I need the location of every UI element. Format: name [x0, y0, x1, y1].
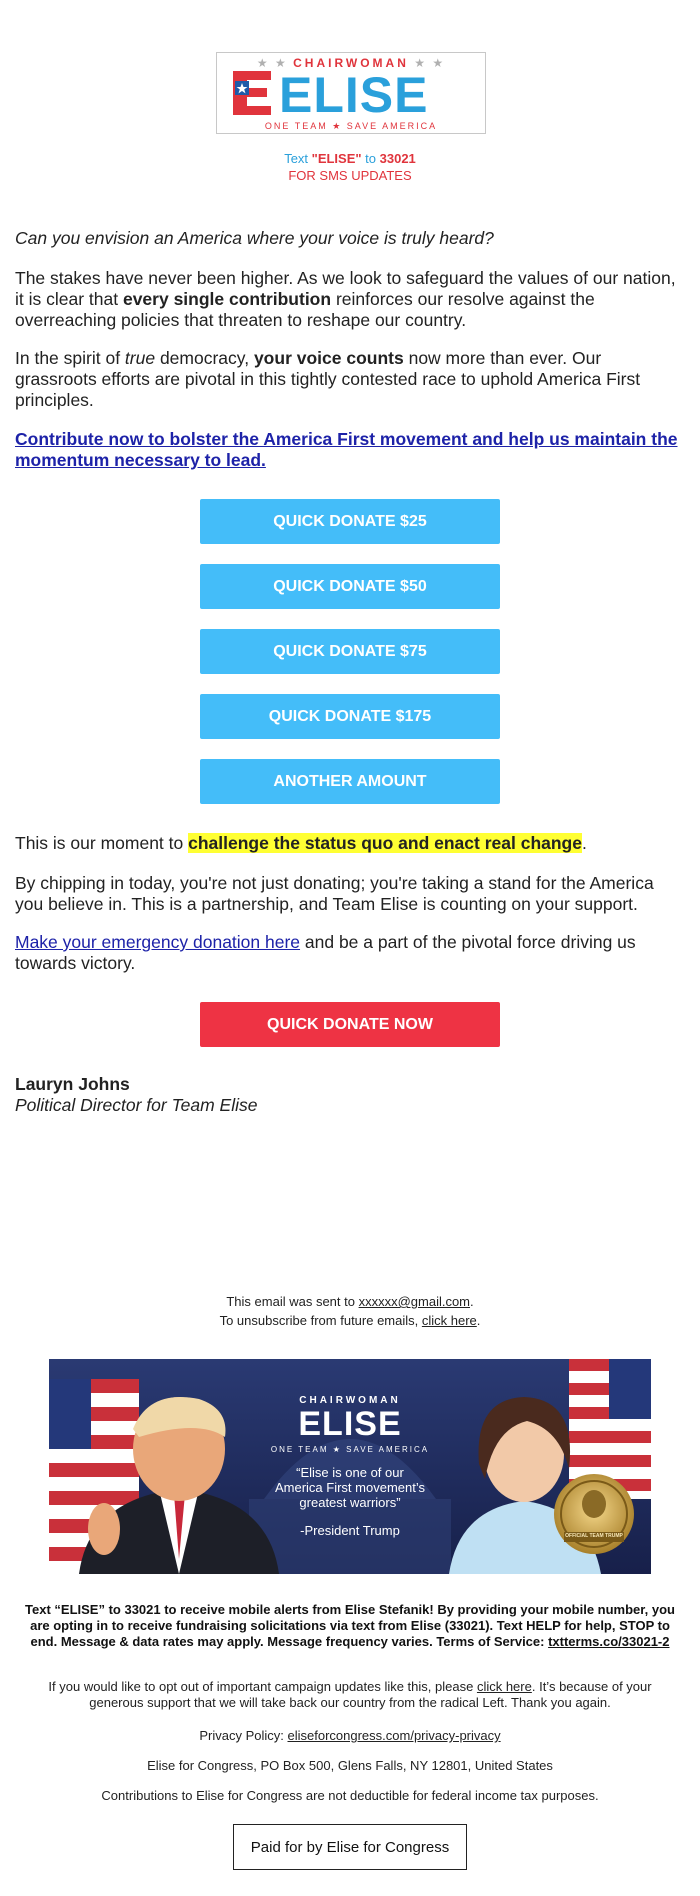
sms-number: 33021 — [379, 151, 416, 166]
sms-legal-text: Text “ELISE” to 33021 to receive mobile alerts from Elise Stefanik! By providing your mobile number, you are opting in to receive fundraising solicitations via text from Elise (33021). Text HELP for help, STOP to end. Message & data rates may apply. Message frequency varies. Terms of Service: txtterms.co/33021-2 — [25, 1602, 675, 1649]
logo-top-text: CHAIRWOMAN — [293, 56, 409, 70]
sent-to-line: This email was sent to xxxxxx@gmail.com. — [226, 1294, 474, 1309]
logo-stars-right: ★ ★ — [408, 56, 446, 70]
paragraph-stakes: The stakes have never been higher. As we look to safeguard the values of our nation, it is clear that every single contribution reinforces our resolve against the overreaching policies that threaten to reshape our country. — [15, 268, 676, 330]
recipient-email-link[interactable]: xxxxxx@gmail.com — [358, 1294, 471, 1309]
tax-deductibility-note: Contributions to Elise for Congress are not deductible for federal income tax purposes. — [101, 1788, 599, 1803]
unsubscribe-line: To unsubscribe from future emails, click here. — [219, 1313, 481, 1328]
mailing-address: Elise for Congress, PO Box 500, Glens Falls, NY 12801, United States — [147, 1758, 553, 1773]
sms-keyword: "ELISE" — [311, 151, 362, 166]
seal-label: OFFICIAL TEAM TRUMP — [565, 1533, 623, 1539]
flag-e-icon — [233, 71, 275, 115]
paragraph-democracy: In the spirit of true democracy, your voice counts now more than ever. Our grassroots efforts are pivotal in this tightly contested race to uphold America First principles. — [15, 348, 641, 410]
logo-stars-left: ★ ★ — [256, 56, 294, 70]
emergency-donation-link[interactable]: Make your emergency donation here — [15, 932, 301, 952]
banner-quote: “Elise is one of our America First movement’s greatest warriors” — [274, 1465, 425, 1510]
banner-tagline: ONE TEAM ★ SAVE AMERICA — [270, 1445, 430, 1454]
quick-donate-50-button[interactable]: QUICK DONATE $50 — [200, 564, 500, 609]
quick-donate-75-button[interactable]: QUICK DONATE $75 — [200, 629, 500, 674]
banner-attribution: -President Trump — [300, 1523, 400, 1538]
cta-paragraph — [15, 429, 685, 471]
highlighted-text: challenge the status quo and enact real change — [188, 833, 582, 853]
privacy-policy-line: Privacy Policy: eliseforcongress.com/privacy-privacy — [199, 1728, 501, 1743]
privacy-policy-link[interactable]: eliseforcongress.com/privacy-privacy — [287, 1728, 501, 1743]
moment-paragraph: This is our moment to challenge the status quo and enact real change. — [15, 833, 587, 853]
logo-name: ELISE — [279, 67, 429, 123]
banner-elise: ELISE — [298, 1405, 402, 1443]
sms-updates-label: FOR SMS UPDATES — [288, 168, 412, 183]
emergency-paragraph: Make your emergency donation here and be a part of the pivotal force driving us towards victory. — [15, 932, 636, 973]
logo-tagline: ONE TEAM ★ SAVE AMERICA — [264, 121, 438, 131]
unsubscribe-link[interactable]: click here — [421, 1313, 477, 1328]
banner-chairwoman: CHAIRWOMAN — [299, 1395, 401, 1406]
optout-text: If you would like to opt out of important campaign updates like this, please click here. It’s because of your generous support that we will take back our country from the radical Left. Thank you again. — [48, 1679, 652, 1710]
another-amount-button[interactable]: ANOTHER AMOUNT — [200, 759, 500, 804]
signer-name: Lauryn Johns — [15, 1074, 130, 1094]
paragraph-partnership: By chipping in today, you're not just donating; you're taking a stand for the America you believe in. This is a partnership, and Team Elise is counting on your support. — [15, 873, 654, 914]
elise-logo — [216, 52, 486, 134]
sms-signup-line: Text "ELISE" to 33021 — [284, 151, 416, 166]
contribute-now-link[interactable]: Contribute now to bolster the America First movement and help us maintain the momentum necessary to lead. — [15, 429, 678, 470]
sms-terms-link[interactable]: txtterms.co/33021-2 — [548, 1634, 670, 1649]
endorsement-banner — [49, 1359, 651, 1574]
intro-question: Can you envision an America where your voice is truly heard? — [15, 228, 494, 248]
paid-for-by-box: Paid for by Elise for Congress — [233, 1824, 467, 1870]
signer-title: Political Director for Team Elise — [15, 1095, 258, 1115]
quick-donate-25-button[interactable]: QUICK DONATE $25 — [200, 499, 500, 544]
quick-donate-now-button[interactable]: QUICK DONATE NOW — [200, 1002, 500, 1047]
quick-donate-175-button[interactable]: QUICK DONATE $175 — [200, 694, 500, 739]
optout-link[interactable]: click here — [476, 1679, 532, 1694]
